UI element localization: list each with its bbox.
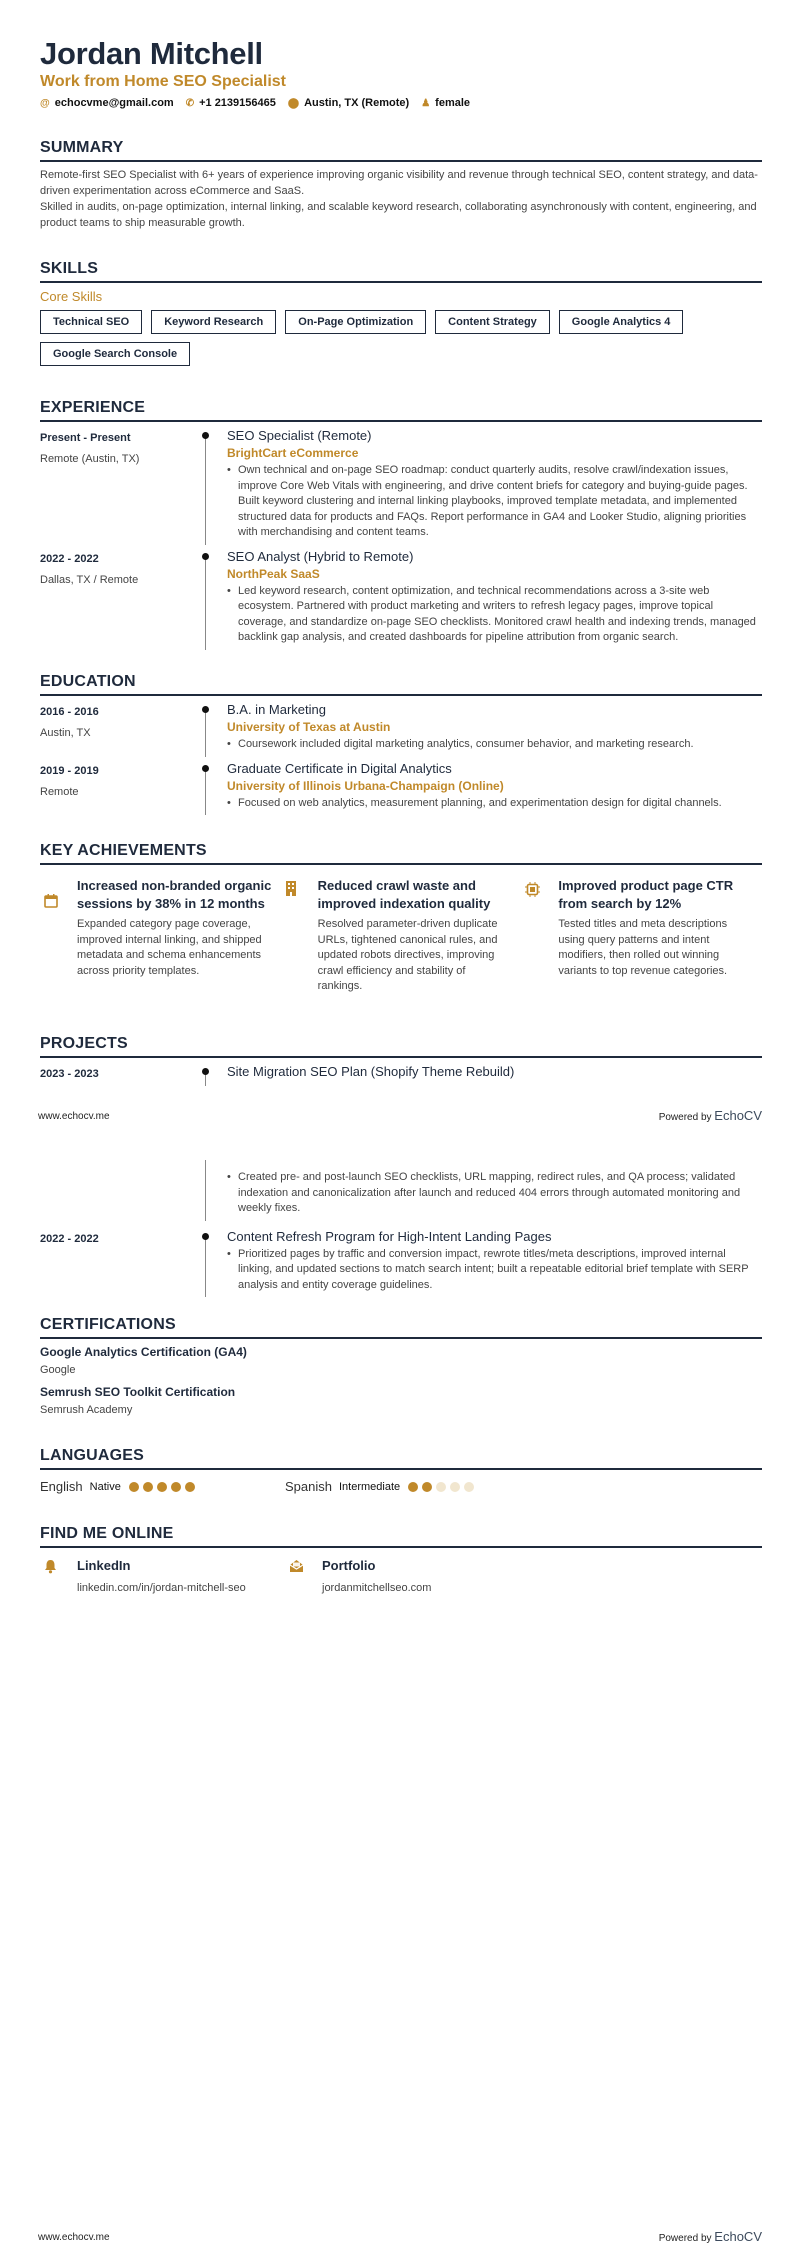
entry-role: SEO Analyst (Hybrid to Remote) bbox=[227, 548, 414, 564]
section-heading: EXPERIENCE bbox=[40, 399, 762, 422]
experience-entry bbox=[40, 428, 762, 545]
timeline-dot bbox=[202, 1068, 209, 1075]
online-label: Portfolio bbox=[322, 1558, 376, 1573]
projects-continued bbox=[40, 1160, 762, 1297]
footer-site-link[interactable]: www.echocv.me bbox=[38, 1111, 110, 1122]
bell-icon bbox=[44, 1559, 57, 1574]
brand-logo-text: EchoCV bbox=[714, 1108, 762, 1123]
achievement-item bbox=[521, 877, 762, 995]
entry-dates: 2022 - 2022 bbox=[40, 1232, 99, 1245]
online-item-linkedin[interactable] bbox=[40, 1558, 285, 1594]
timeline-line bbox=[205, 434, 206, 545]
location-pin-icon: ⬤ bbox=[287, 97, 300, 109]
summary-paragraph: Remote-first SEO Specialist with 6+ years of experience improving organic visibility and revenue through technical SEO, content strategy, and data-driven experimentation across eCommerce and SaaS. bbox=[40, 169, 758, 197]
timeline-dot bbox=[202, 553, 209, 560]
online-item-portfolio[interactable] bbox=[285, 1558, 530, 1594]
achievement-item bbox=[281, 877, 522, 995]
contact-phone[interactable] bbox=[186, 97, 276, 109]
entry-dates: 2023 - 2023 bbox=[40, 1068, 99, 1080]
education-entry bbox=[40, 702, 762, 757]
timeline-dot bbox=[202, 765, 209, 772]
email-text: echocvme@gmail.com bbox=[54, 97, 174, 109]
footer-powered-by[interactable] bbox=[659, 2229, 762, 2244]
contact-email[interactable] bbox=[40, 97, 174, 109]
online-url[interactable]: linkedin.com/in/jordan-mitchell-seo bbox=[77, 1582, 246, 1594]
achievement-title: Reduced crawl waste and improved indexation quality bbox=[317, 878, 491, 911]
rating-dot-filled bbox=[157, 1482, 167, 1492]
language-name: English bbox=[40, 1479, 83, 1494]
section-heading: PROJECTS bbox=[40, 1035, 762, 1058]
entry-bullet: • Led keyword research, content optimization, and technical recommendations across a 3-site web ecosystem. Partnered with product marketing and writers to refresh legacy pages, improve topical coverage, and standardize on-page SEO checklists. Monitored crawl health and indexing trends, managed backlink gap analysis, and created dashboards for pipeline attribution from organic search. bbox=[227, 584, 762, 646]
skill-chip: Keyword Research bbox=[151, 310, 276, 334]
online-section bbox=[40, 1525, 762, 1594]
project-bullet: • Prioritized pages by traffic and conversion impact, rewrote titles/meta descriptions, improved internal linking, and updated sections to match search intent; built a repeatable editorial brief template with SERP analysis and entity coverage guidelines. bbox=[227, 1247, 762, 1294]
location-text: Austin, TX (Remote) bbox=[304, 97, 410, 109]
achievement-text: Expanded category page coverage, improved internal linking, and shipped metadata and schema enhancements across priority templates. bbox=[77, 918, 262, 977]
summary-section bbox=[40, 139, 762, 231]
section-heading: EDUCATION bbox=[40, 673, 762, 696]
project-entry bbox=[40, 1064, 762, 1090]
rating-dot-filled bbox=[408, 1482, 418, 1492]
achievement-text: Resolved parameter-driven duplicate URLs, tightened canonical rules, and updated robots directives, improving crawl efficiency and stability of rankings. bbox=[317, 918, 498, 992]
footer-site-link[interactable]: www.echocv.me bbox=[38, 2232, 110, 2243]
section-heading: LANGUAGES bbox=[40, 1447, 762, 1470]
education-entry bbox=[40, 761, 762, 816]
achievement-item bbox=[40, 877, 281, 995]
project-entry-continued bbox=[40, 1160, 762, 1221]
achievements-section bbox=[40, 842, 762, 995]
summary-paragraph: Skilled in audits, on-page optimization, internal linking, and scalable keyword research, collaborating asynchronously with content, engineering, and product teams to ship measurable growth. bbox=[40, 201, 757, 229]
language-item bbox=[40, 1479, 285, 1494]
rating-dot-filled bbox=[185, 1482, 195, 1492]
envelope-open-icon bbox=[289, 1559, 304, 1573]
entry-dates: Present - Present bbox=[40, 432, 131, 444]
entry-degree: Graduate Certificate in Digital Analytics bbox=[227, 760, 452, 776]
experience-entry bbox=[40, 549, 762, 650]
at-icon: @ bbox=[40, 97, 50, 109]
powered-by-text: Powered by bbox=[658, 1112, 712, 1123]
contact-gender bbox=[421, 97, 470, 109]
cert-name: Semrush SEO Toolkit Certification bbox=[40, 1385, 236, 1399]
rating-dot-filled bbox=[171, 1482, 181, 1492]
skills-section bbox=[40, 260, 762, 366]
timeline-dot bbox=[202, 1233, 209, 1240]
project-bullet: • Created pre- and post-launch SEO checklists, URL mapping, redirect rules, and QA process; validated indexation and canonicalization after launch and reduced 404 errors through automated monitoring and weekly fixes. bbox=[227, 1170, 762, 1217]
achievement-text: Tested titles and meta descriptions using query patterns and intent modifiers, then rolled out winning variants to top revenue categories. bbox=[558, 918, 728, 977]
entry-bullet: • Focused on web analytics, measurement planning, and experimentation design for digital channels. bbox=[227, 796, 762, 812]
entry-school: University of Texas at Austin bbox=[227, 720, 391, 734]
phone-text: +1 2139156465 bbox=[199, 97, 276, 109]
entry-dates: 2022 - 2022 bbox=[40, 552, 99, 565]
certifications-section bbox=[40, 1316, 762, 1416]
rating-dot-filled bbox=[129, 1482, 139, 1492]
powered-by-text: Powered by bbox=[658, 2233, 712, 2244]
entry-location: Remote (Austin, TX) bbox=[40, 453, 140, 465]
language-level: Intermediate bbox=[338, 1480, 401, 1493]
candidate-name: Jordan Mitchell bbox=[40, 36, 263, 71]
skill-chip: Technical SEO bbox=[40, 310, 142, 334]
entry-degree: B.A. in Marketing bbox=[227, 702, 326, 717]
online-label: LinkedIn bbox=[77, 1558, 131, 1573]
skill-chip: Google Search Console bbox=[40, 342, 190, 366]
entry-school: University of Illinois Urbana-Champaign (Online) bbox=[227, 778, 504, 793]
section-heading: KEY ACHIEVEMENTS bbox=[40, 842, 762, 865]
job-title: Work from Home SEO Specialist bbox=[40, 73, 286, 90]
entry-bullet: • Coursework included digital marketing analytics, consumer behavior, and marketing research. bbox=[227, 737, 762, 753]
entry-company: NorthPeak SaaS bbox=[227, 566, 320, 581]
achievement-title: Increased non-branded organic sessions by 38% in 12 months bbox=[77, 878, 272, 911]
gender-text: female bbox=[435, 97, 471, 109]
education-section bbox=[40, 673, 762, 815]
entry-location: Dallas, TX / Remote bbox=[40, 573, 139, 586]
language-item bbox=[285, 1479, 530, 1494]
cert-issuer: Google bbox=[40, 1364, 76, 1376]
timeline-dot bbox=[202, 706, 209, 713]
achievement-title: Improved product page CTR from search by 12% bbox=[558, 878, 734, 911]
entry-bullet: • Own technical and on-page SEO roadmap: conduct quarterly audits, resolve crawl/indexation issues, improve Core Web Vitals with engineering, and drive content briefs for category and buying-guide pages. Built keyword clustering and internal linking playbooks, improved template metadata, and implemented structured data for products and FAQs. Report performance in GA4 and Looker Studio, aligning priorities with merchandising and content teams. bbox=[227, 463, 762, 541]
timeline-line bbox=[205, 767, 206, 816]
language-name: Spanish bbox=[285, 1479, 332, 1494]
project-title: Content Refresh Program for High-Intent Landing Pages bbox=[227, 1228, 552, 1244]
rating-dot-empty bbox=[464, 1482, 474, 1492]
section-heading: CERTIFICATIONS bbox=[40, 1316, 762, 1339]
language-level: Native bbox=[89, 1480, 121, 1493]
footer-powered-by[interactable] bbox=[659, 1108, 762, 1123]
brand-logo-text: EchoCV bbox=[714, 2229, 762, 2244]
section-heading: SUMMARY bbox=[40, 139, 762, 162]
entry-dates: 2019 - 2019 bbox=[40, 764, 99, 777]
cert-name: Google Analytics Certification (GA4) bbox=[40, 1345, 247, 1359]
chip-icon bbox=[525, 882, 540, 897]
timeline-dot bbox=[202, 432, 209, 439]
languages-section bbox=[40, 1447, 762, 1494]
project-title: Site Migration SEO Plan (Shopify Theme Rebuild) bbox=[227, 1064, 515, 1079]
cert-issuer: Semrush Academy bbox=[40, 1404, 133, 1416]
entry-location: Austin, TX bbox=[40, 727, 91, 739]
language-rating bbox=[129, 1482, 199, 1492]
rating-dot-filled bbox=[422, 1482, 432, 1492]
language-rating bbox=[408, 1482, 478, 1492]
building-icon bbox=[285, 880, 297, 897]
contact-location bbox=[288, 97, 409, 109]
section-heading: FIND ME ONLINE bbox=[40, 1525, 762, 1548]
experience-section bbox=[40, 399, 762, 650]
timeline-line bbox=[205, 1160, 206, 1221]
rating-dot-empty bbox=[436, 1482, 446, 1492]
project-entry bbox=[40, 1229, 762, 1298]
timeline-line bbox=[205, 555, 206, 650]
timeline-line bbox=[205, 708, 206, 757]
rating-dot-filled bbox=[143, 1482, 153, 1492]
projects-section bbox=[40, 1035, 762, 1090]
entry-company: BrightCart eCommerce bbox=[227, 446, 359, 460]
calendar-icon bbox=[44, 893, 58, 908]
skill-chip: Content Strategy bbox=[435, 310, 550, 334]
timeline-line bbox=[205, 1235, 206, 1298]
skill-chip: Google Analytics 4 bbox=[559, 310, 684, 334]
rating-dot-empty bbox=[450, 1482, 460, 1492]
contact-bar bbox=[40, 97, 470, 109]
person-icon: ♟ bbox=[421, 97, 431, 109]
entry-dates: 2016 - 2016 bbox=[40, 706, 99, 718]
entry-role: SEO Specialist (Remote) bbox=[227, 428, 372, 443]
skill-chip: On-Page Optimization bbox=[285, 310, 426, 334]
phone-icon: ✆ bbox=[185, 97, 195, 109]
entry-location: Remote bbox=[40, 785, 79, 798]
online-url[interactable]: jordanmitchellseo.com bbox=[322, 1582, 432, 1594]
skills-group-label: Core Skills bbox=[40, 289, 103, 304]
section-heading: SKILLS bbox=[40, 260, 762, 283]
